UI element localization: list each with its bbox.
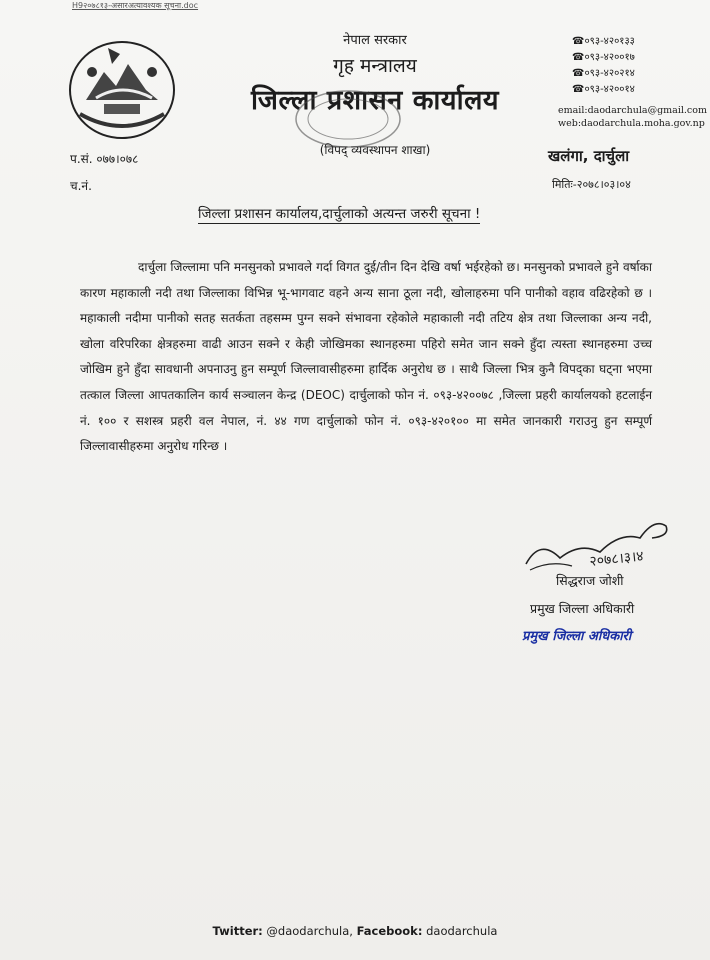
facebook-handle: daodarchula bbox=[422, 924, 498, 938]
phone-number: ०९३-४२०१३३ bbox=[584, 36, 635, 47]
office-seal-icon bbox=[292, 88, 404, 150]
email-text: email:daodarchula@gmail.com bbox=[558, 105, 707, 116]
phone-list bbox=[572, 34, 635, 98]
branch-name: (विपद् व्यवस्थापन शाखा) bbox=[319, 143, 431, 157]
phone-line: ☎०९३-४२०२१४ bbox=[572, 68, 635, 79]
signatory-title: प्रमुख जिल्ला अधिकारी bbox=[530, 601, 635, 616]
phone-line: ☎०९३-४२००१४ bbox=[572, 84, 635, 95]
notice-body bbox=[80, 255, 652, 460]
twitter-handle: @daodarchula, bbox=[262, 924, 357, 938]
phone-number: ०९३-४२००१४ bbox=[584, 84, 635, 95]
government-name: नेपाल सरकार bbox=[343, 33, 407, 48]
signatory-stamp: प्रमुख जिल्ला अधिकारी bbox=[522, 629, 632, 644]
body-paragraph: दार्चुला जिल्लामा पनि मनसुनको प्रभावले गर्दा विगत दुई/तीन दिन देखि वर्षा भईरहेको छ। मनसुनको प्रभावले हुने वर्षाका कारण महाकाली नदी तथा जिल्लाका विभिन्न भू-भागवाट वहने अन्य साना ठूला नदी, खोलाहरुमा पनि पानीको वहाव वढिरहेको छ । महाकाली नदीमा पानीको सतह सतर्कता तहसम्म पुग्न सक्ने संभावना रहेकोले महाकाली नदी तटिय क्षेत्र तथा जिल्लाका अन्य नदी, खोला वरिपरिका क्षेत्रहरुमा वाढी आउन सक्ने र केही जोखिमका स्थानहरुमा पहिरो समेत जान सक्ने हुँदा त्यस्ता स्थानहरुमा उच्च जोखिम हुने हुँदा सावधानी अपनाउनु हुन सम्पूर्ण जिल्लावासीहरुमा हार्दिक अनुरोध छ । साथै जिल्ला भित्र कुनै विपद्का घट्ना भएमा तत्काल जिल्ला आपतकालिन कार्य सञ्चालन केन्द्र (DEOC) दार्चुलाको फोन नं. ०९३-४२००७८ ,जिल्ला प्रहरी कार्यालयको हटलाईन नं. १०० र सशस्त्र प्रहरी वल नेपाल, नं. ४४ गण दार्चुलाको फोन नं. ०९३-४२०१०० मा समेत जानकारी गराउनु हुन सम्पूर्ण जिल्लावासीहरुमा अनुरोध गरिन्छ । bbox=[80, 260, 652, 454]
social-footer bbox=[0, 924, 710, 938]
facebook-label: Facebook: bbox=[356, 924, 423, 938]
web-text: web:daodarchula.moha.gov.np bbox=[558, 118, 705, 129]
twitter-label: Twitter: bbox=[212, 924, 263, 938]
reference-number: प.सं. ०७७।०७८ bbox=[70, 152, 139, 166]
dispatch-number: च.नं. bbox=[70, 179, 92, 193]
signature-icon bbox=[520, 508, 680, 580]
office-name: जिल्ला प्रशासन कार्यालय bbox=[250, 85, 500, 116]
signatory-name: सिद्धराज जोशी bbox=[556, 573, 624, 588]
office-location: खलंगा, दार्चुला bbox=[548, 147, 630, 165]
nepal-emblem-icon bbox=[66, 34, 178, 142]
letter-date: मितिः-२०७८।०३।०४ bbox=[552, 178, 631, 191]
contact-info bbox=[558, 104, 707, 130]
notice-subject: जिल्ला प्रशासन कार्यालय,दार्चुलाको अत्यन्त जरुरी सूचना ! bbox=[198, 206, 481, 222]
ministry-name: गृह मन्त्रालय bbox=[333, 55, 417, 77]
phone-number: ०९३-४२००१७ bbox=[584, 52, 635, 63]
signature-date: २०७८।३।४ bbox=[588, 548, 645, 570]
phone-line: ☎०९३-४२००१७ bbox=[572, 52, 635, 63]
phone-number: ०९३-४२०२१४ bbox=[584, 68, 635, 79]
phone-line: ☎०९३-४२०१३३ bbox=[572, 36, 635, 47]
file-reference: H9२०७८१३-असारअत्यावश्यक सूचना.doc bbox=[72, 1, 199, 10]
